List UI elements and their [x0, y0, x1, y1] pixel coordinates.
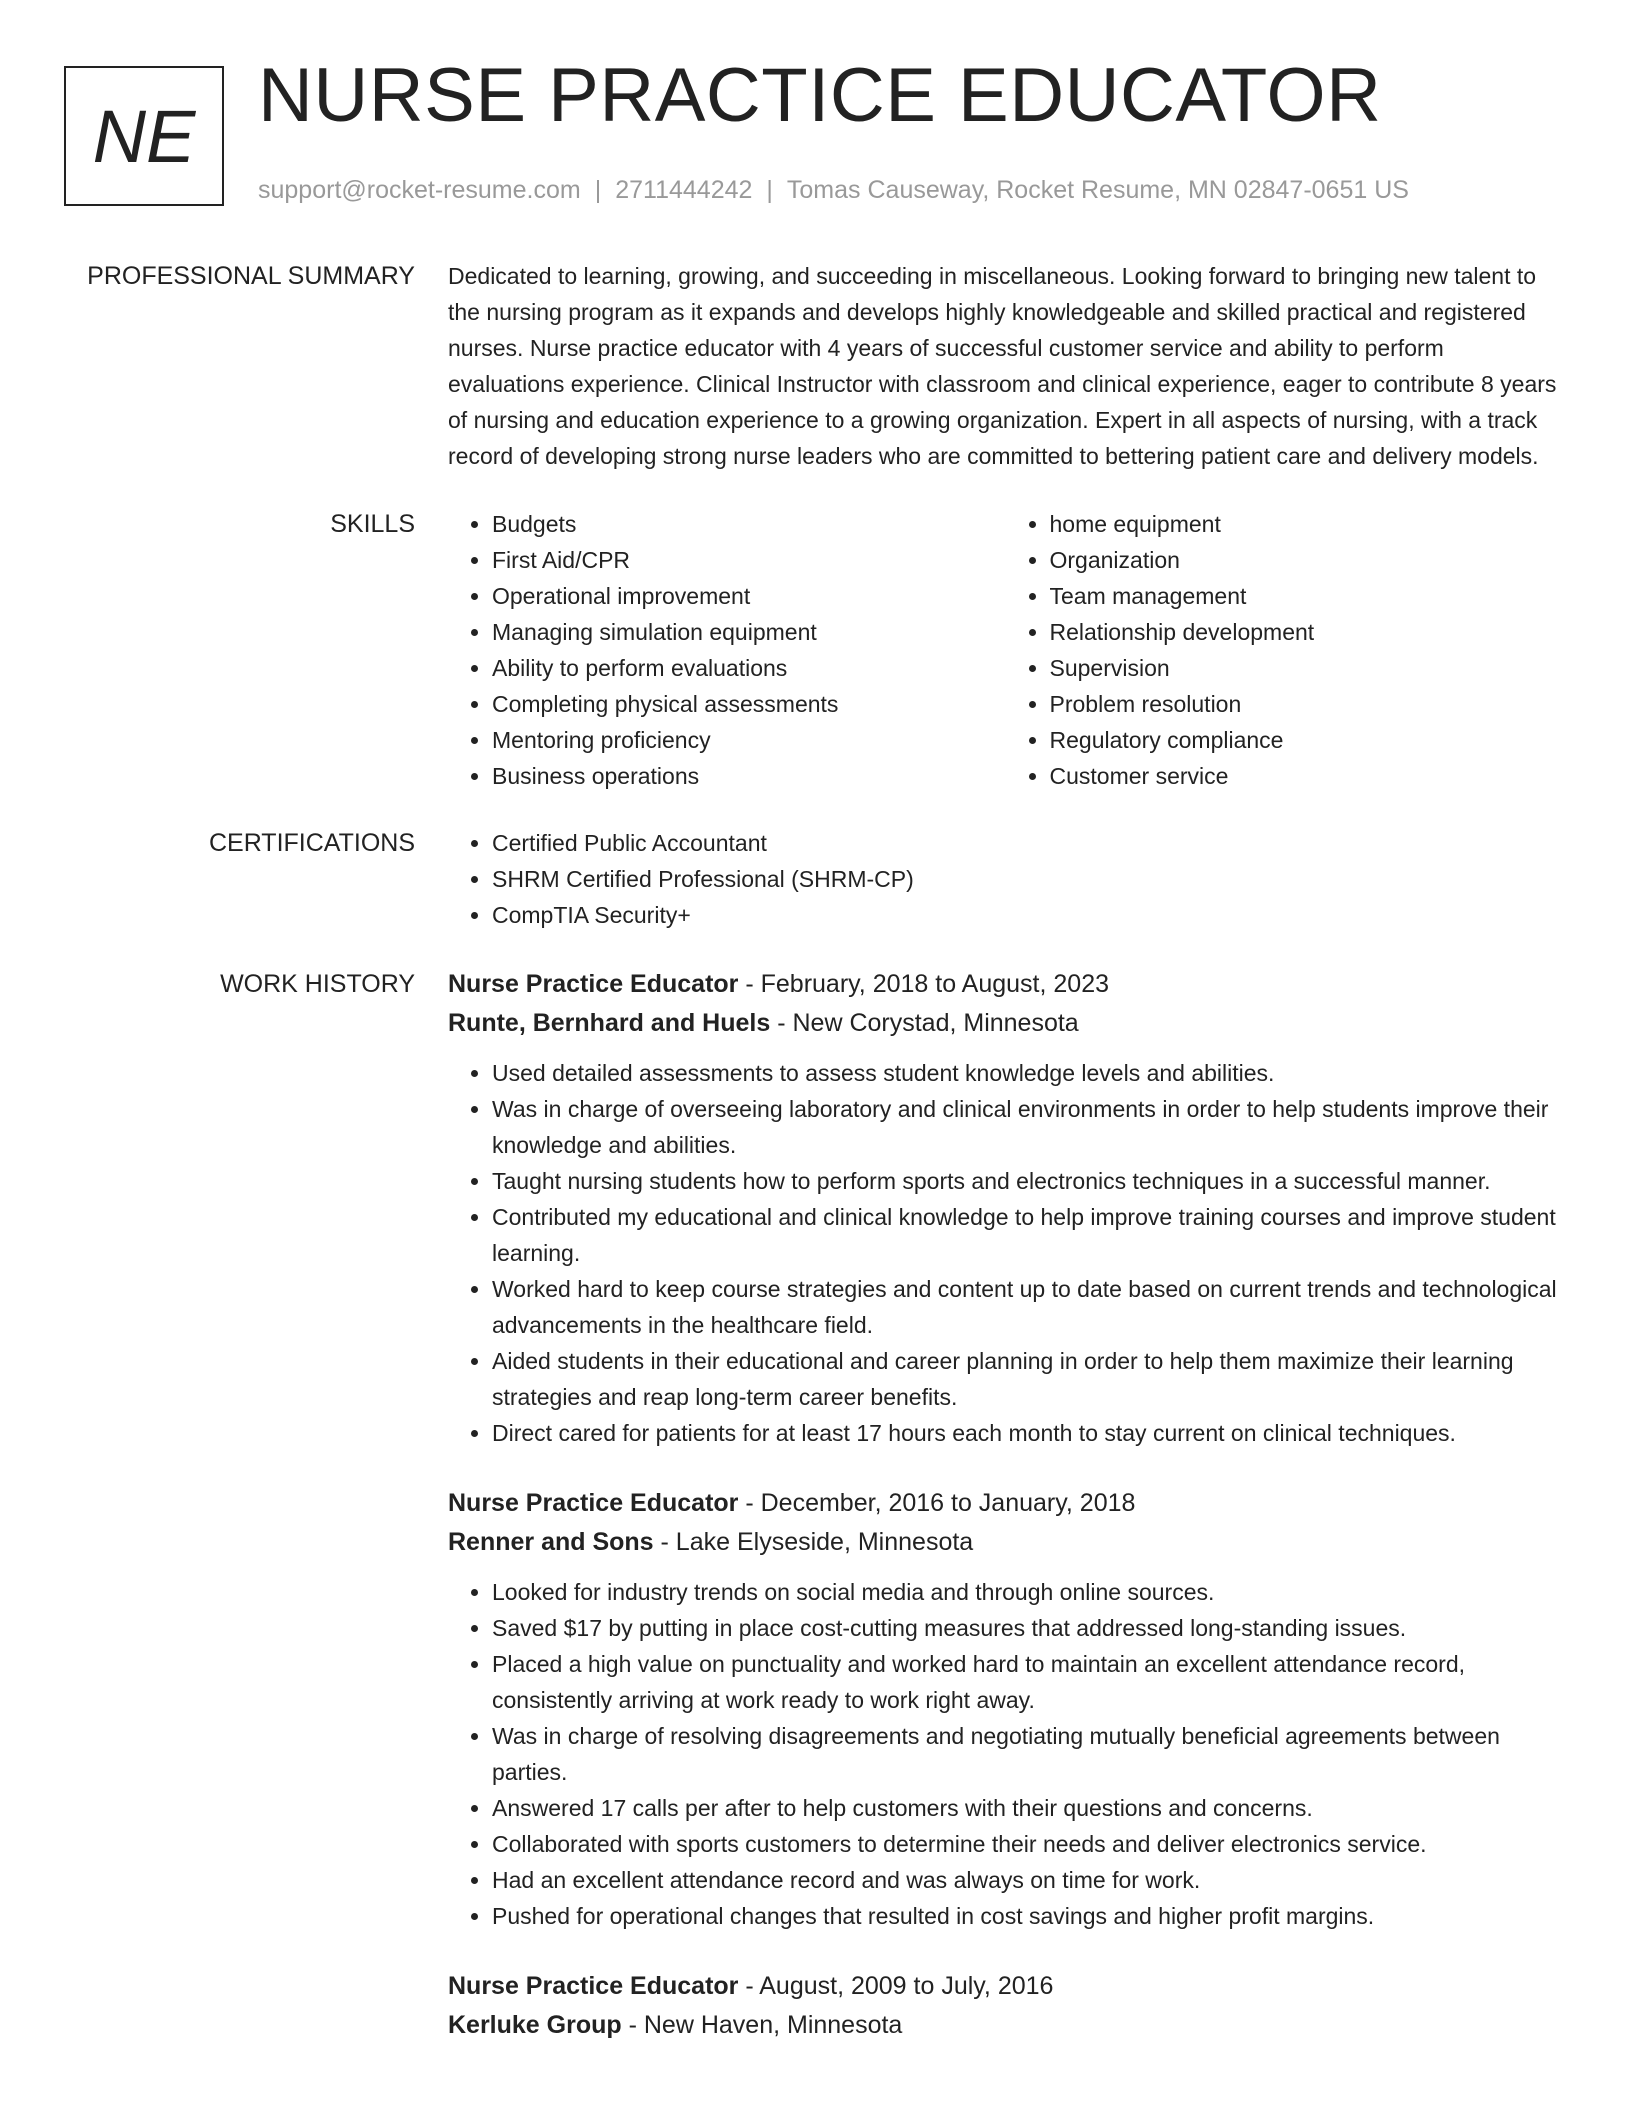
job-bullet: • Used detailed assessments to assess student knowledge levels and abilities. [492, 1055, 1563, 1091]
job-title-line [448, 1484, 1563, 1523]
certifications-list [448, 825, 1563, 933]
job-entry [448, 965, 1563, 1451]
job-company: Renner and Sons [448, 1528, 654, 1556]
job-bullet: • Pushed for operational changes that resulted in cost savings and higher profit margins. [492, 1898, 1563, 1934]
certification-item: • SHRM Certified Professional (SHRM-CP) [492, 861, 1563, 897]
job-entry [448, 1967, 1563, 2045]
job-bullet: • Collaborated with sports customers to determine their needs and deliver electronics service. [492, 1826, 1563, 1862]
summary-text: Dedicated to learning, growing, and succeeding in miscellaneous. Looking forward to bringing new talent to the nursing program as it expands and develops highly knowledgeable and skilled practical and registered nurses. Nurse practice educator with 4 years of successful customer service and ability to perform evaluations experience. Clinical Instructor with classroom and clinical experience, eager to contribute 8 years of nursing and education experience to a growing organization. Expert in all aspects of nursing, with a track record of developing strong nurse leaders who are committed to bettering patient care and delivery models. [448, 263, 1557, 469]
contact-separator: | [766, 176, 773, 204]
skills-list-right [1006, 506, 1564, 794]
contact-address: Tomas Causeway, Rocket Resume, MN 02847-0651 US [786, 176, 1409, 204]
work-history-list [448, 965, 1563, 2045]
job-company-line [448, 1004, 1563, 1043]
certifications-section [0, 825, 1632, 933]
job-company: Kerluke Group [448, 2011, 622, 2039]
skill-item: • Operational improvement [492, 578, 1006, 614]
job-dates: - December, 2016 to January, 2018 [738, 1489, 1136, 1517]
skill-item: • Customer service [1050, 758, 1564, 794]
job-title: Nurse Practice Educator [448, 970, 739, 998]
job-location: - New Corystad, Minnesota [770, 1009, 1079, 1037]
job-bullet: • Taught nursing students how to perform sports and electronics techniques in a successful manner. [492, 1163, 1563, 1199]
job-title: Nurse Practice Educator [448, 1972, 739, 2000]
job-bullet: • Answered 17 calls per after to help customers with their questions and concerns. [492, 1790, 1563, 1826]
certification-item: • CompTIA Security+ [492, 897, 1563, 933]
skill-item: • Team management [1050, 578, 1564, 614]
skill-item: • First Aid/CPR [492, 542, 1006, 578]
monogram: NE [64, 66, 224, 206]
job-bullet: • Saved $17 by putting in place cost-cutting measures that addressed long-standing issues. [492, 1610, 1563, 1646]
job-company-line [448, 2006, 1563, 2045]
skills-list-left [448, 506, 1006, 794]
contact-phone: 2711444242 [615, 176, 753, 204]
job-company: Runte, Bernhard and Huels [448, 1009, 771, 1037]
skill-item: • Completing physical assessments [492, 686, 1006, 722]
job-title: Nurse Practice Educator [448, 1489, 739, 1517]
job-dates: - August, 2009 to July, 2016 [738, 1972, 1054, 2000]
resume-body [0, 258, 1632, 2045]
job-bullets [448, 1055, 1563, 1451]
skills-heading: SKILLS [330, 510, 415, 538]
skill-item: • Mentoring proficiency [492, 722, 1006, 758]
summary-section [0, 258, 1632, 474]
job-bullet: • Had an excellent attendance record and was always on time for work. [492, 1862, 1563, 1898]
work-section [0, 965, 1632, 2045]
job-bullet: • Worked hard to keep course strategies and content up to date based on current trends and technological advancements in the healthcare field. [492, 1271, 1563, 1343]
skill-item: • Business operations [492, 758, 1006, 794]
skill-item: • Managing simulation equipment [492, 614, 1006, 650]
work-heading: WORK HISTORY [220, 970, 415, 998]
certifications-heading: CERTIFICATIONS [208, 829, 415, 857]
job-title-line [448, 965, 1563, 1004]
job-bullet: • Looked for industry trends on social media and through online sources. [492, 1574, 1563, 1610]
contact-email: support@rocket-resume.com [258, 176, 581, 204]
job-bullet: • Was in charge of overseeing laboratory and clinical environments in order to help students improve their knowledge and abilities. [492, 1091, 1563, 1163]
job-bullet: • Direct cared for patients for at least 17 hours each month to stay current on clinical techniques. [492, 1415, 1563, 1451]
job-bullet: • Contributed my educational and clinical knowledge to help improve training courses and improve student learning. [492, 1199, 1563, 1271]
skill-item: • Budgets [492, 506, 1006, 542]
skill-item: • Relationship development [1050, 614, 1564, 650]
resume-title: NURSE PRACTICE EDUCATOR [258, 53, 1382, 138]
contact-line [258, 176, 1409, 205]
summary-heading: PROFESSIONAL SUMMARY [87, 262, 415, 290]
job-bullets [448, 1574, 1563, 1934]
job-location: - New Haven, Minnesota [621, 2011, 903, 2039]
skill-item: • Problem resolution [1050, 686, 1564, 722]
skill-item: • Ability to perform evaluations [492, 650, 1006, 686]
skill-item: • Organization [1050, 542, 1564, 578]
certification-item: • Certified Public Accountant [492, 825, 1563, 861]
job-dates: - February, 2018 to August, 2023 [738, 970, 1110, 998]
job-location: - Lake Elyseside, Minnesota [653, 1528, 974, 1556]
job-entry [448, 1484, 1563, 1934]
job-bullet: • Was in charge of resolving disagreements and negotiating mutually beneficial agreements between parties. [492, 1718, 1563, 1790]
job-bullet: • Aided students in their educational and career planning in order to help them maximize their learning strategies and reap long-term career benefits. [492, 1343, 1563, 1415]
job-bullet: • Placed a high value on punctuality and worked hard to maintain an excellent attendance record, consistently arriving at work ready to work right away. [492, 1646, 1563, 1718]
skills-section [0, 506, 1632, 794]
contact-separator: | [594, 176, 602, 204]
skill-item: • home equipment [1050, 506, 1564, 542]
skill-item: • Regulatory compliance [1050, 722, 1564, 758]
skill-item: • Supervision [1050, 650, 1564, 686]
job-title-line [448, 1967, 1563, 2006]
job-company-line [448, 1523, 1563, 1562]
